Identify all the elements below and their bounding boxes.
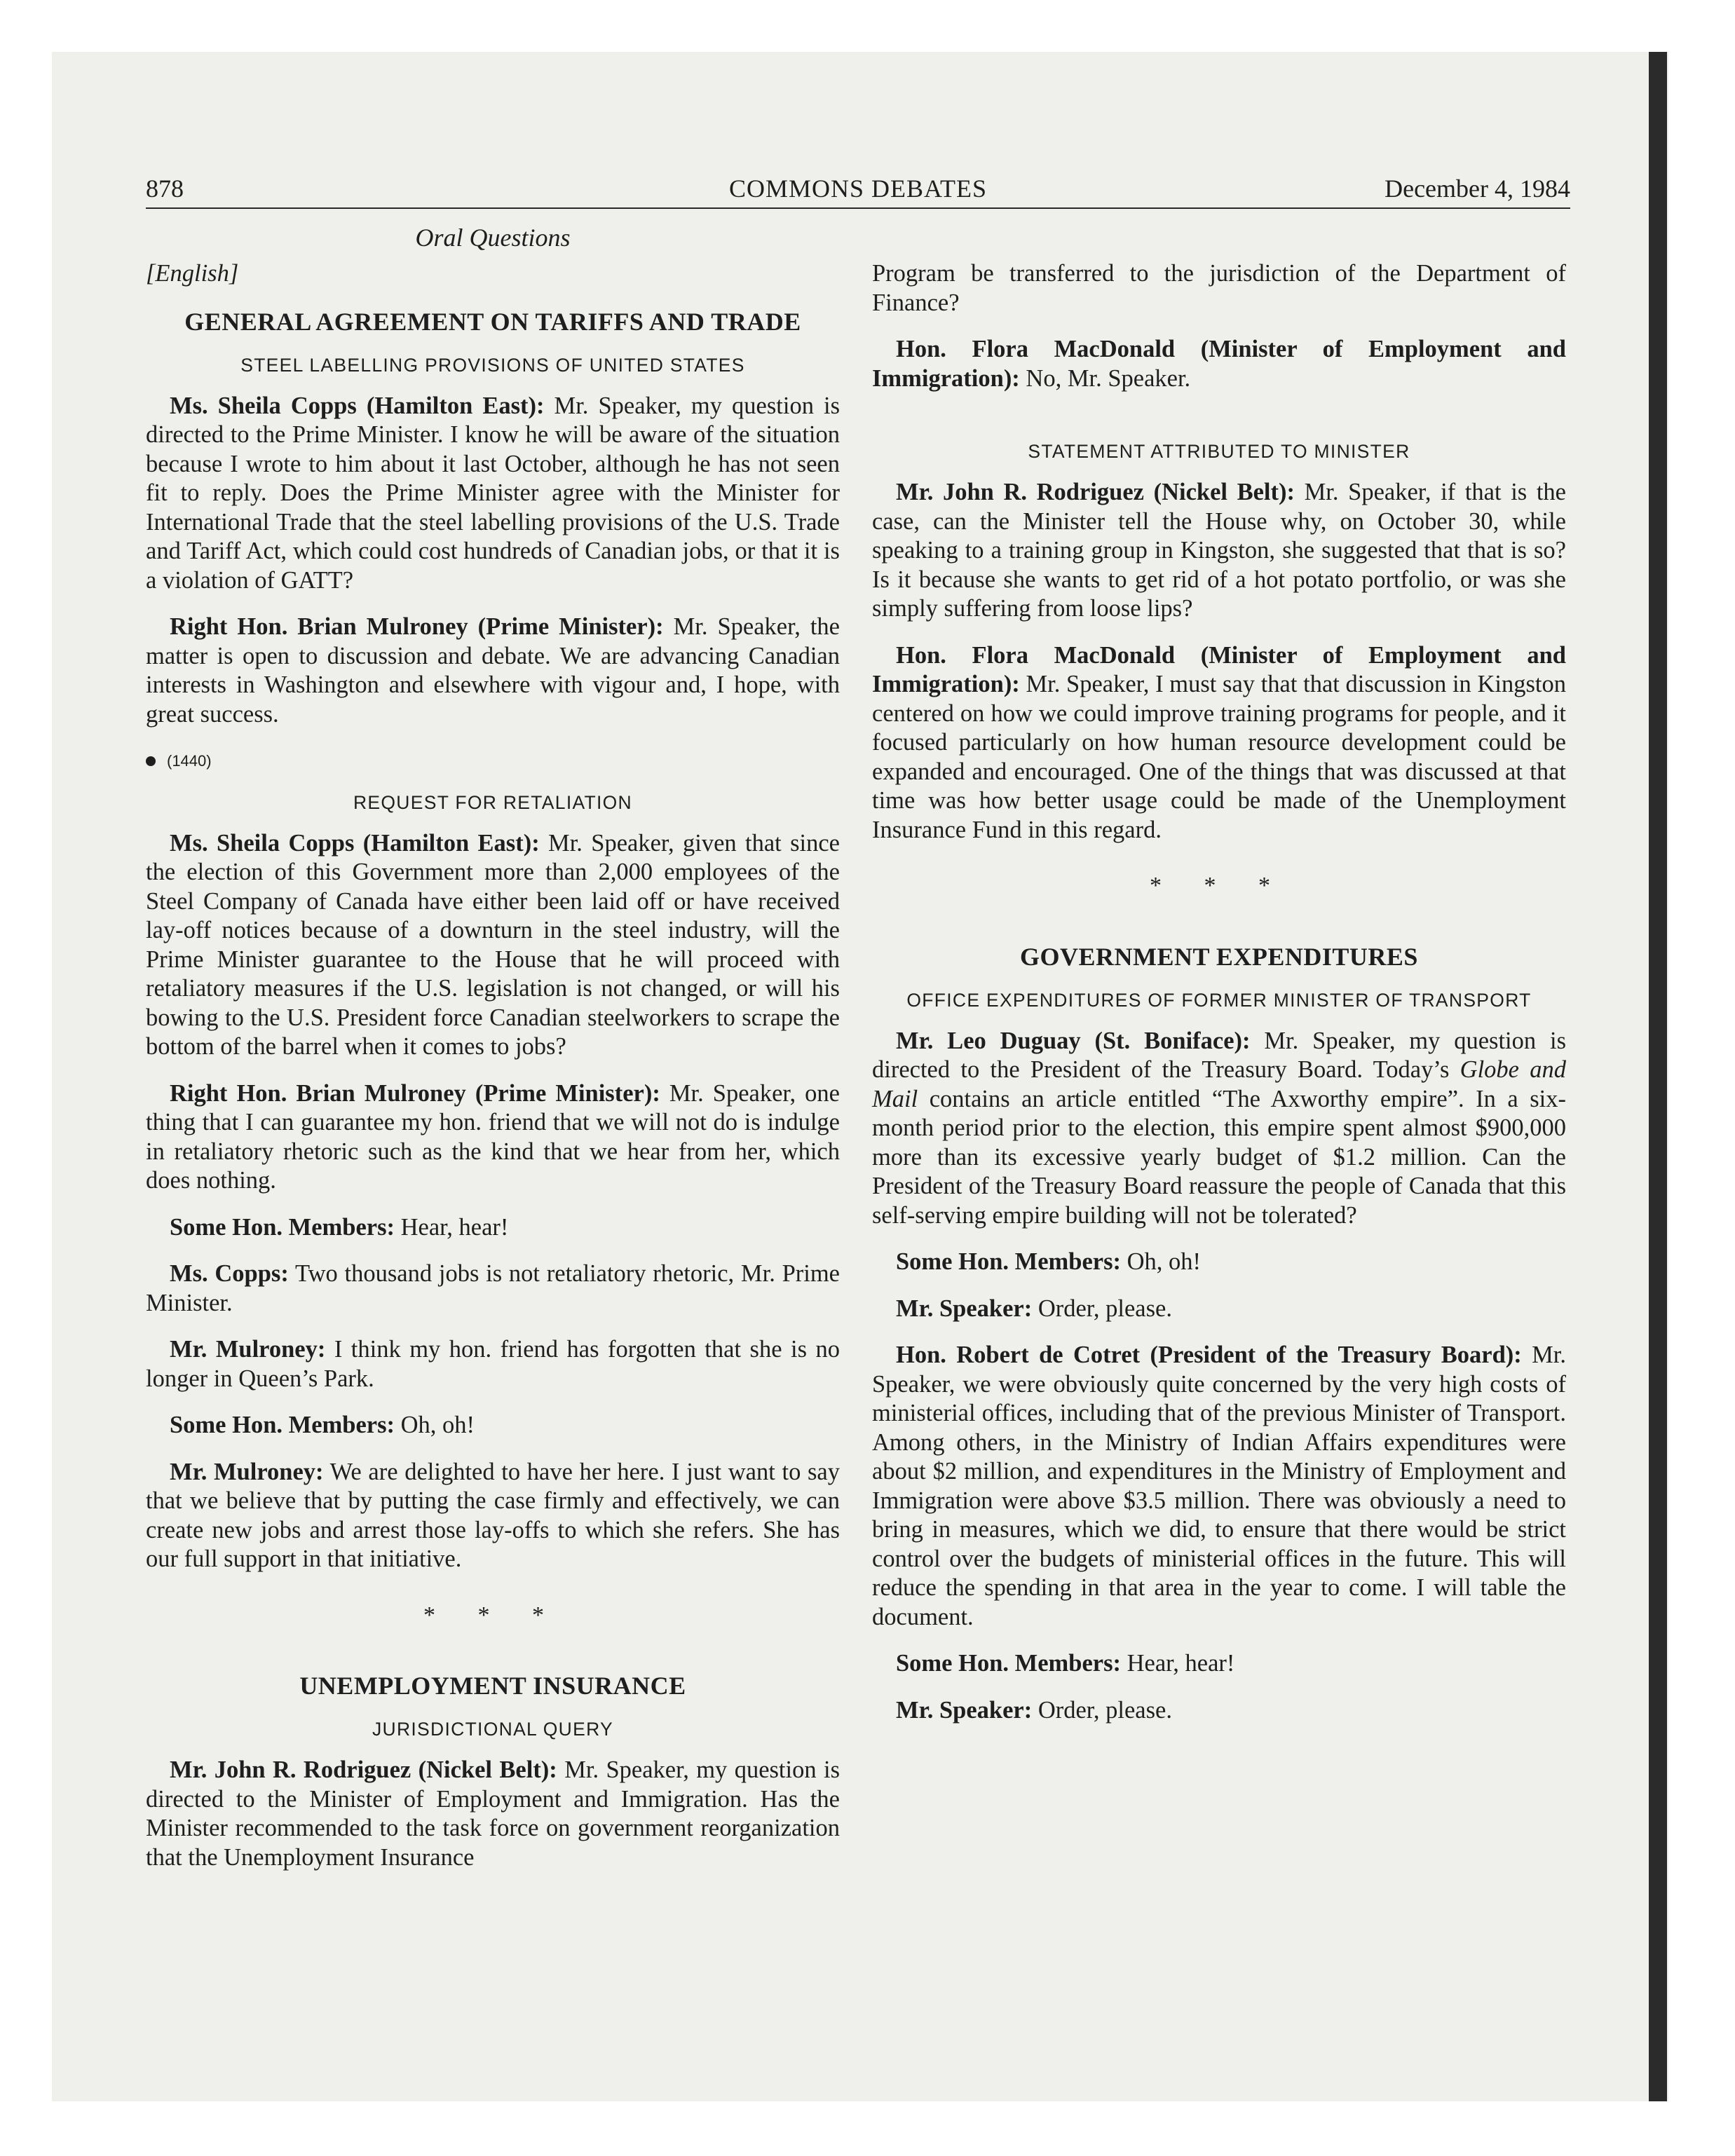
spacer — [872, 411, 1566, 439]
speech-paragraph — [146, 1458, 840, 1574]
speech-text: Mr. Speaker, my question is directed to the Prime Minister. I know he will be aware of the situation because I wrote to him about it last October, although he has not seen fit to reply. Does the Prime Minister agree with the Minister for International Trade that the steel labelling provisions of the U.S. Trade and Tariff Act, which could cost hundreds of Canadian jobs, or that it is a violation of GATT? — [146, 392, 841, 594]
speech-paragraph — [872, 1696, 1566, 1726]
subsection-title-retaliation: REQUEST FOR RETALIATION — [353, 791, 632, 813]
bullet-icon — [146, 756, 156, 766]
speaker-name: Hon. Flora MacDonald (Minister of Employment and Immigration): — [872, 641, 1566, 697]
speech-paragraph — [872, 1248, 1566, 1277]
speech-text: Mr. Speaker, if that is the case, can the Minister tell the House why, on October 30, while speaking to a training group in Kingston, she suggested that that is so? Is it because she wants to get rid of a hot potato portfolio, or was she simply suffering from loose lips? — [872, 479, 1566, 622]
section-title-unemployment-insurance: UNEMPLOYMENT INSURANCE — [299, 1672, 686, 1700]
language-tag: [English] — [146, 260, 239, 287]
speech-paragraph — [872, 1027, 1566, 1231]
speech-text: Mr. Speaker, the matter is open to discussion and debate. We are advancing Canadian interests in Washington and elsewhere with vigour and, I hope, with great success. — [146, 613, 840, 728]
speech-continuation: Program be transferred to the jurisdiction of the Department of Finance? — [872, 260, 1566, 316]
speech-text: Hear, hear! — [1120, 1650, 1235, 1677]
speaker-name: Mr. Speaker: — [896, 1295, 1033, 1322]
time-marker-text: (1440) — [167, 752, 212, 770]
speech-text: I think my hon. friend has forgotten that she is no longer in Queen’s Park. — [146, 1336, 840, 1392]
speech-paragraph — [146, 1260, 840, 1318]
publication-date: December 4, 1984 — [1384, 175, 1570, 203]
speech-paragraph — [146, 1335, 840, 1393]
newspaper-title: Globe and Mail — [872, 1056, 1566, 1112]
speaker-name: Some Hon. Members: — [896, 1650, 1121, 1677]
section-separator: * * * — [1150, 873, 1288, 899]
speaker-name: Mr. John R. Rodriguez (Nickel Belt): — [896, 479, 1295, 505]
speaker-name: Mr. Speaker: — [896, 1696, 1033, 1724]
speaker-name: Right Hon. Brian Mulroney (Prime Minister): — [170, 613, 664, 640]
speech-text: Order, please. — [1032, 1295, 1172, 1322]
running-head: Oral Questions — [415, 224, 571, 252]
speech-text: Mr. Speaker, one thing that I can guarantee my hon. friend that we will not do is indulge in retaliatory rhetoric such as the kind that we hear from her, which does nothing. — [146, 1079, 840, 1194]
speaker-name: Mr. Leo Duguay (St. Boniface): — [896, 1027, 1251, 1054]
speech-text: No, Mr. Speaker. — [1019, 364, 1191, 392]
speech-paragraph — [146, 1213, 840, 1243]
speech-text: Two thousand jobs is not retaliatory rhetoric, Mr. Prime Minister. — [146, 1260, 840, 1316]
speech-text: Hear, hear! — [394, 1213, 509, 1241]
page-header — [146, 168, 1570, 209]
speech-text: Order, please. — [1032, 1696, 1172, 1724]
speech-text: contains an article entitled “The Axworthy empire”. In a six-month period prior to the election, this empire spent almost $900,000 more than its excessive yearly budget of $1.2 million. Can the President of the Treasury Board reassure the people of Canada that this self-serving empire building will not be tolerated? — [872, 1085, 1566, 1229]
speech-paragraph — [146, 829, 840, 1062]
speaker-name: Right Hon. Brian Mulroney (Prime Minister): — [170, 1079, 660, 1107]
speech-text: Mr. Speaker, we were obviously quite concerned by the very high costs of ministerial offices, including that of the previous Minister of Transport. Among others, in the Ministry of Indian Affairs expenditures were about $2 million, and expenditures in the Ministry of Employment and Immigration were above $3.5 million. There was obviously a need to bring in measures, which we did, to ensure that there would be strict control over the budgets of ministerial offices in the future. This will reduce the spending in that area in the year to come. I will table the document. — [872, 1342, 1566, 1630]
speech-paragraph — [872, 1649, 1566, 1679]
speaker-name: Some Hon. Members: — [170, 1412, 395, 1438]
speaker-name: Mr. John R. Rodriguez (Nickel Belt): — [170, 1756, 557, 1783]
speaker-name: Some Hon. Members: — [170, 1213, 395, 1241]
speech-paragraph — [146, 1411, 840, 1440]
speaker-name: Hon. Flora MacDonald (Minister of Employment and Immigration): — [872, 336, 1566, 392]
speech-paragraph — [146, 392, 840, 596]
speech-text: Oh, oh! — [1120, 1248, 1202, 1275]
speech-paragraph — [146, 1079, 840, 1196]
page-number: 878 — [146, 175, 184, 203]
speech-text: Mr. Speaker, given that since the election of this Government more than 2,000 employees of the Steel Company of Canada have either been laid off or have received lay-off notices because of a downturn in the steel industry, will the Prime Minister guarantee to the House that he will proceed with retaliatory measures if the U.S. legislation is not changed, or will his bowing to the U.S. President force Canadian steelworkers to scrape the bottom of the barrel when it comes to jobs? — [146, 829, 840, 1060]
speaker-name: Mr. Mulroney: — [170, 1336, 326, 1363]
speech-text: Mr. Speaker, my question is directed to the President of the Treasury Board. Today’s — [872, 1027, 1567, 1083]
speech-paragraph — [146, 1756, 840, 1872]
publication-title: COMMONS DEBATES — [728, 175, 988, 203]
subsection-title-steel-labelling: STEEL LABELLING PROVISIONS OF UNITED STATES — [240, 354, 745, 376]
speaker-name: Some Hon. Members: — [896, 1248, 1121, 1275]
speech-paragraph — [872, 1295, 1566, 1324]
section-separator: * * * — [423, 1602, 562, 1628]
speech-paragraph — [146, 613, 840, 729]
speech-text: Oh, oh! — [394, 1412, 475, 1438]
speech-paragraph — [872, 641, 1566, 845]
speaker-name: Ms. Sheila Copps (Hamilton East): — [170, 392, 545, 419]
speaker-name: Hon. Robert de Cotret (President of the Treasury Board): — [896, 1342, 1522, 1368]
speech-paragraph — [872, 478, 1566, 624]
speech-paragraph — [872, 335, 1566, 393]
subsection-title-office-expenditures: OFFICE EXPENDITURES OF FORMER MINISTER OF TRANSPORT — [906, 989, 1532, 1011]
speech-text: Mr. Speaker, my question is directed to the Minister of Employment and Immigration. Has the Minister recommended to the task force on government reorganization that the Unemployment Insurance — [146, 1756, 841, 1871]
speaker-name: Mr. Mulroney: — [170, 1458, 324, 1485]
speech-paragraph — [872, 1341, 1566, 1632]
speech-text: Mr. Speaker, I must say that that discussion in Kingston centered on how we could improve training programs for people, and it focused particularly on how human resource development could be expanded and encouraged. One of the things that was discussed at that time was how better usage could be made of the Unemployment Insurance Fund in this regard. — [872, 671, 1566, 843]
speaker-name: Ms. Sheila Copps (Hamilton East): — [170, 829, 540, 857]
subsection-title-statement: STATEMENT ATTRIBUTED TO MINISTER — [1028, 441, 1410, 462]
scan-edge-bar — [1649, 52, 1667, 2101]
right-column — [872, 259, 1566, 1742]
left-column — [146, 259, 840, 1890]
time-marker — [146, 746, 840, 776]
section-title-gatt: GENERAL AGREEMENT ON TARIFFS AND TRADE — [184, 307, 801, 336]
speech-text: We are delighted to have her here. I just want to say that we believe that by putting the case firmly and effectively, we can create new jobs and arrest those lay-offs to which she refers. She has our full support in that initiative. — [146, 1458, 840, 1572]
speaker-name: Ms. Copps: — [170, 1260, 289, 1287]
subsection-title-jurisdictional-query: JURISDICTIONAL QUERY — [372, 1719, 614, 1740]
section-title-government-expenditures: GOVERNMENT EXPENDITURES — [1020, 942, 1418, 971]
